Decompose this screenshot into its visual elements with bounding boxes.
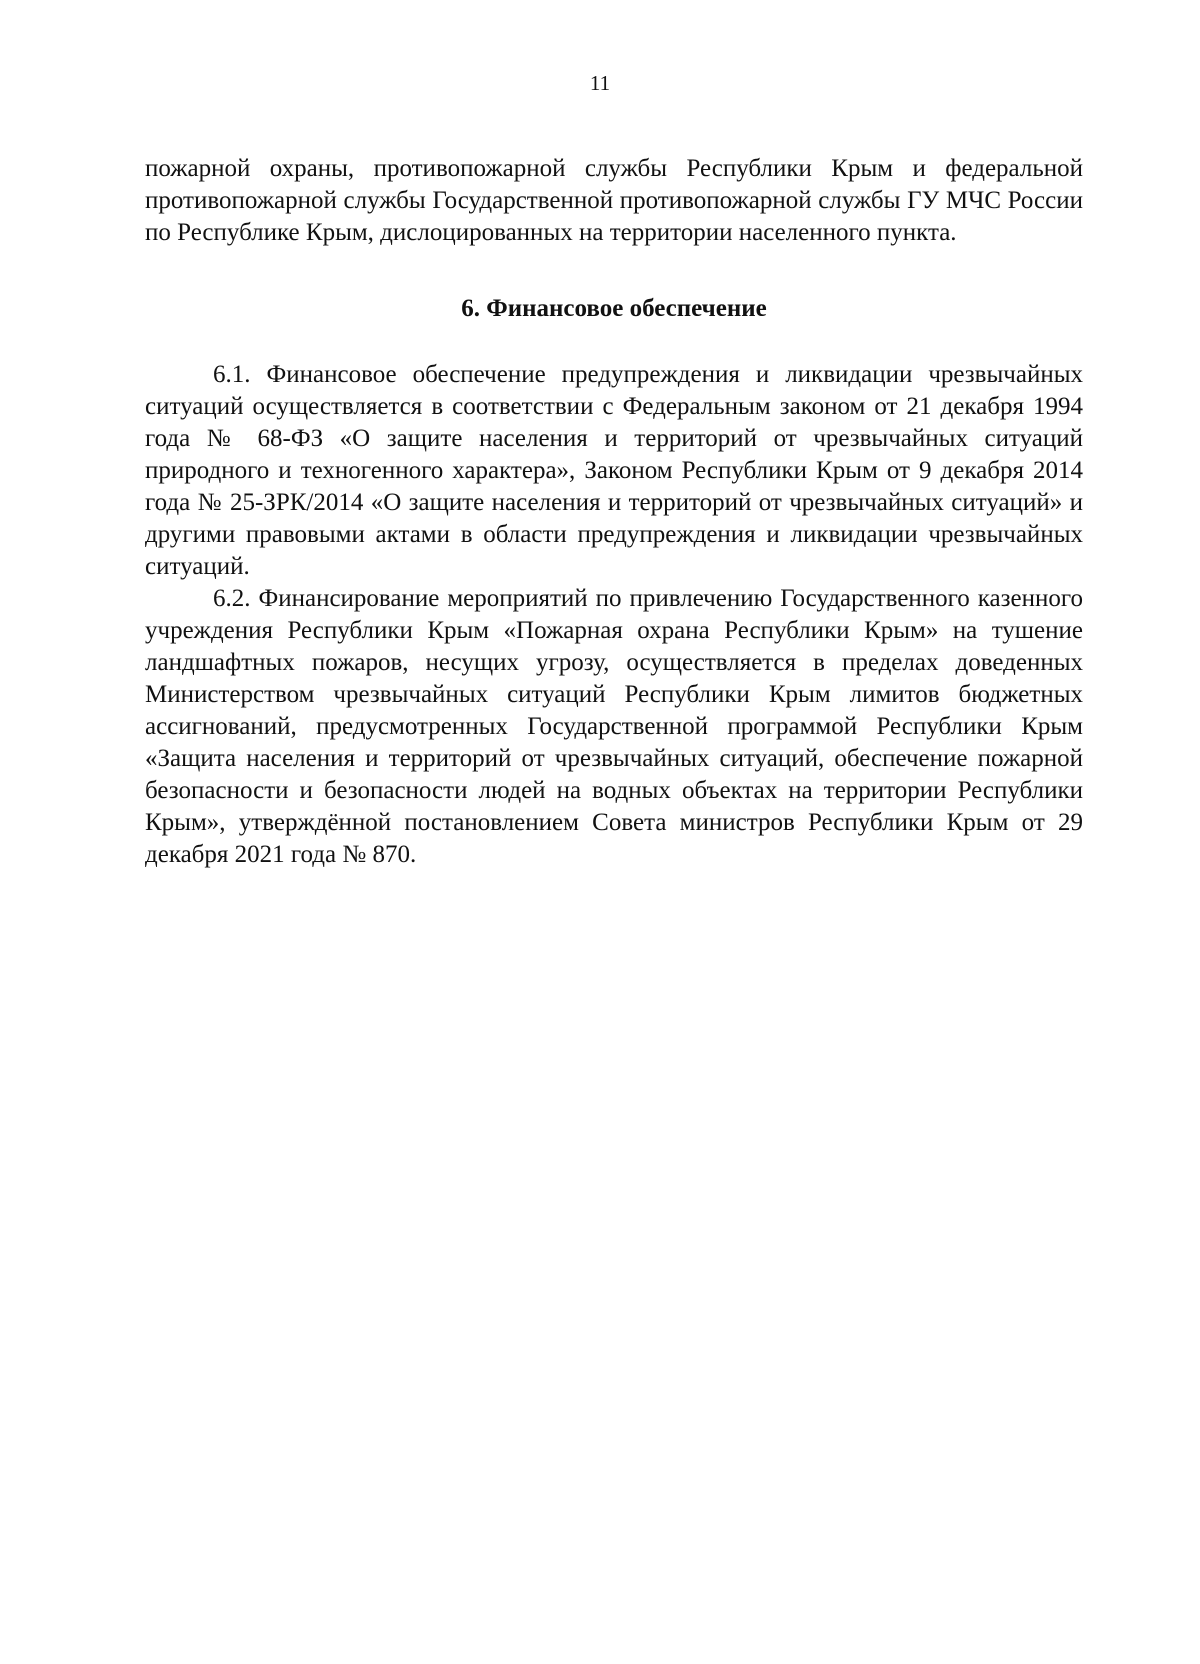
document-body [145, 153, 1083, 871]
page-number: 11 [589, 71, 611, 95]
intro-paragraph: пожарной охраны, противопожарной службы Республики Крым и федеральной противопожарной службы Государственной противопожарной службы ГУ МЧС России по Республике Крым, дислоцированных на территории населенного пункта. [145, 155, 1083, 246]
paragraph-6-1: 6.1. Финансовое обеспечение предупреждения и ликвидации чрезвычайных ситуаций осуществляется в соответствии с Федеральным законом от 21 декабря 1994 года № 68-ФЗ «О защите населения и территорий от чрезвычайных ситуаций природного и техногенного характера», Законом Республики Крым от 9 декабря 2014 года № 25-ЗРК/2014 «О защите населения и территорий от чрезвычайных ситуаций» и другими правовыми актами в области предупреждения и ликвидации чрезвычайных ситуаций. [145, 361, 1083, 580]
section-heading: 6. Финансовое обеспечение [461, 295, 767, 322]
paragraph-6-2: 6.2. Финансирование мероприятий по привлечению Государственного казенного учреждения Республики Крым «Пожарная охрана Республики Крым» на тушение ландшафтных пожаров, несущих угрозу, осуществляется в пределах доведенных Министерством чрезвычайных ситуаций Республики Крым лимитов бюджетных ассигнований, предусмотренных Государственной программой Республики Крым «Защита населения и территорий от чрезвычайных ситуаций, обеспечение пожарной безопасности и безопасности людей на водных объектах на территории Республики Крым», утверждённой постановлением Совета министров Республики Крым от 29 декабря 2021 года № 870. [145, 585, 1083, 868]
